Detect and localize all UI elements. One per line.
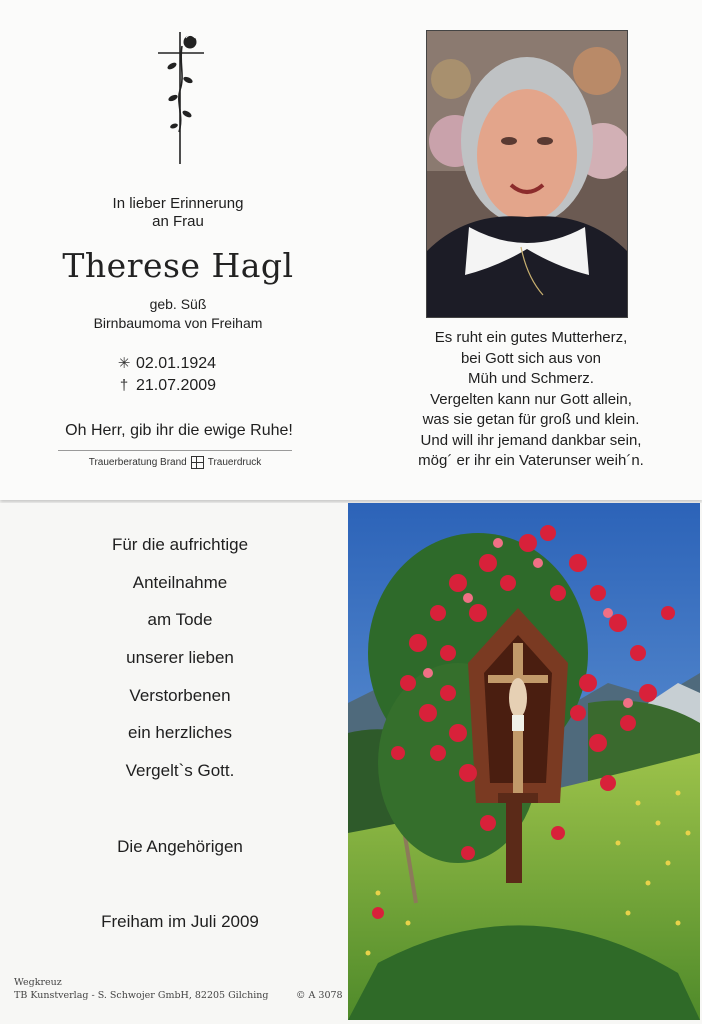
- divider: [58, 450, 292, 451]
- thanks-line: Anteilnahme: [132, 573, 228, 592]
- portrait-photo: [426, 30, 628, 318]
- thanks-line: ein herzliches: [128, 723, 232, 742]
- intro-line-1: In lieber Erinnerung: [112, 195, 244, 212]
- death-date: 21.07.2009: [136, 377, 217, 394]
- thanks-line: Für die aufrichtige: [111, 535, 249, 554]
- undertaker-logo-icon: [191, 456, 204, 469]
- catalog-code: © A 3078: [296, 990, 343, 1001]
- wayside-shrine-photo: [348, 503, 700, 1020]
- place-date: Freiham im Juli 2009: [101, 912, 259, 931]
- maiden-name: geb. Süß: [149, 296, 207, 312]
- thanks-line: unserer lieben: [126, 648, 234, 667]
- intro-line-2: an Frau: [152, 213, 204, 230]
- undertaker-credit: [58, 456, 292, 469]
- birth-star-icon: ✳: [117, 355, 131, 372]
- poem-line: was sie getan für groß und klein.: [422, 411, 640, 428]
- birth-date: 02.01.1924: [136, 355, 217, 372]
- signature: Die Angehörigen: [117, 837, 243, 856]
- poem: [386, 328, 676, 472]
- cross-with-rose-icon: [152, 28, 208, 168]
- life-dates: [112, 353, 216, 397]
- thanks-line: am Tode: [147, 610, 213, 629]
- nickname: Birnbaumoma von Freiham: [93, 315, 263, 331]
- image-title: Wegkreuz: [14, 977, 62, 988]
- death-row: [112, 375, 216, 397]
- poem-line: bei Gott sich aus von: [460, 349, 602, 367]
- undertaker-name: Trauerberatung Brand: [88, 457, 187, 468]
- poem-line: Vergelten kann nur Gott allein,: [430, 390, 632, 408]
- publisher-credit: TB Kunstverlag - S. Schwojer GmbH, 82205 Gilching: [14, 990, 269, 1001]
- poem-line: Es ruht ein gutes Mutterherz,: [434, 329, 628, 346]
- thanks-line: Verstorbenen: [129, 686, 231, 705]
- undertaker-print: Trauerdruck: [207, 457, 262, 468]
- death-cross-icon: †: [119, 377, 129, 394]
- birth-row: [112, 353, 216, 375]
- poem-line: mög´ er ihr ein Vaterunser weih´n.: [418, 452, 644, 469]
- deceased-name: Therese Hagl: [62, 246, 294, 285]
- poem-line: Müh und Schmerz.: [468, 370, 594, 387]
- prayer-line: Oh Herr, gib ihr die ewige Ruhe!: [65, 422, 293, 439]
- thanks-line: Vergelt`s Gott.: [125, 761, 235, 780]
- poem-line: Und will ihr jemand dankbar sein,: [420, 431, 642, 449]
